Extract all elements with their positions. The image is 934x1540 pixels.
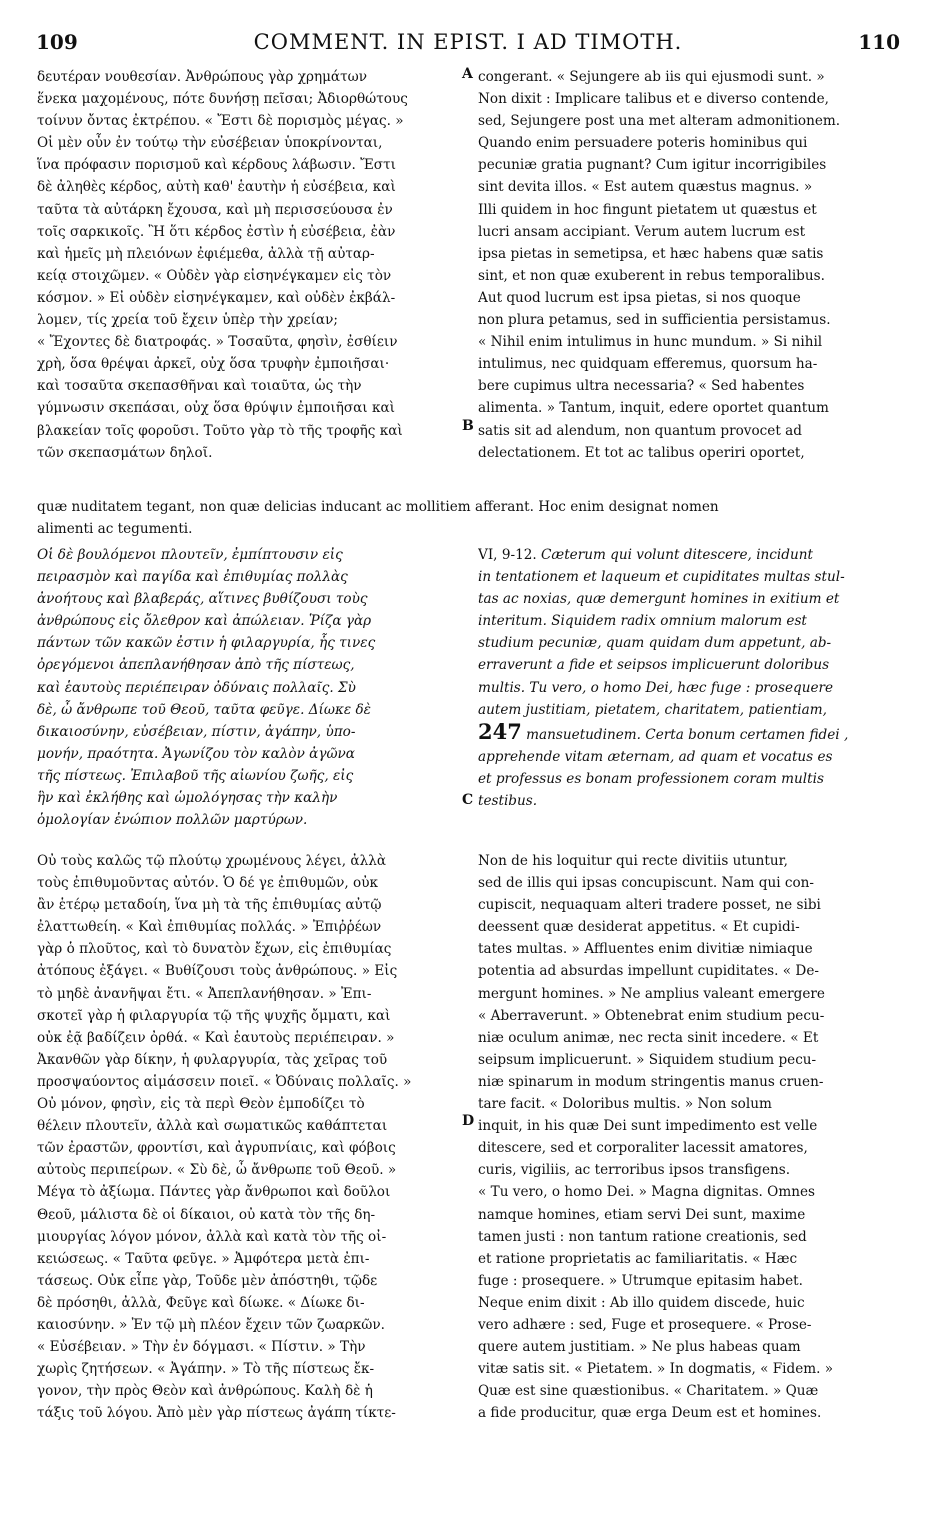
greek-commentary-line: ἀτόπους ἐξάγει. « Βυθίζουσι τοὺς ἀνθρώπους. » Εἰς	[37, 963, 398, 980]
page-number-left: 109	[36, 30, 78, 54]
latin-line: Quando enim persuadere poteris hominibus qui	[478, 135, 808, 152]
greek-line: δὲ ἀληθὲς κέρδος, αὐτὴ καθ' ἑαυτὴν ἡ εὐσέβεια, καὶ	[37, 179, 396, 196]
greek-line: δευτέραν νουθεσίαν. Ἀνθρώπους γὰρ χρημάτων	[37, 69, 367, 85]
greek-scripture-line: ὁμολογίαν ἐνώπιον πολλῶν μαρτύρων.	[37, 812, 308, 829]
running-header	[36, 30, 900, 60]
greek-commentary-line: « Εὐσέβειαν. » Τὴν ἐν δόγμασι. « Πίστιν. » Τὴν	[37, 1339, 366, 1356]
greek-commentary-line: μιουργίας λόγον μόνον, ἀλλὰ καὶ κατὰ τὸν τῆς οἰ-	[37, 1228, 387, 1245]
latin-scripture-line: et professus es bonam professionem coram multis	[478, 770, 824, 787]
latin-scripture-line: testibus.	[478, 793, 538, 810]
latin-commentary-line: « Aberraverunt. » Obtenebrat enim studium pecu-	[478, 1007, 825, 1024]
latin-scripture-lines	[478, 566, 898, 721]
greek-commentary-line: ἐλαττωθείη. « Καὶ ἐπιθυμίας πολλάς. » Ἐπιῤῥέων	[37, 919, 382, 936]
greek-scripture-line: ὀρεγόμενοι ἀπεπλανήθησαν ἀπὸ τῆς πίστεως,	[37, 657, 355, 674]
greek-commentary-line: κειώσεως. « Ταῦτα φεῦγε. » Ἀμφότερα μετὰ ἐπι-	[37, 1250, 370, 1267]
greek-line: τοῖς σαρκικοῖς. Ἢ ὅτι κέρδος ἐστὶν ἡ εὐσέβεια, ἐὰν	[37, 223, 396, 240]
margin-letter-d: D	[462, 1113, 475, 1129]
latin-line: Aut quod lucrum est ipsa pietas, si nos quoque	[478, 289, 801, 306]
greek-scripture-line: ἀνοήτους καὶ βλαβεράς, αἵτινες βυθίζουσι τοὺς	[37, 591, 368, 608]
greek-scripture-line: μονήν, πραότητα. Ἀγωνίζου τὸν καλὸν ἀγῶνα	[37, 745, 355, 762]
greek-commentary-line: γὰρ ὁ πλοῦτος, καὶ τὸ δυνατὸν ἔχων, εἰς ἐπιθυμίας	[37, 941, 392, 958]
latin-scripture-line: erraverunt a fide et seipsos implicuerunt doloribus	[478, 657, 830, 674]
latin-commentary-line: niæ spinarum in modum stringentis manus cruen-	[478, 1073, 824, 1090]
greek-line: λομεν, τίς χρεία τοῦ ἔχειν ὑπὲρ τὴν χρείαν;	[37, 312, 338, 329]
greek-line: βλακείαν τοῖς φοροῦσι. Τοῦτο γὰρ τὸ τῆς τροφῆς καὶ	[37, 422, 403, 439]
latin-commentary-line: potentia ad absurdas impellunt cupiditates. « De-	[478, 963, 819, 980]
greek-commentary-line: Οὐ μόνον, φησὶν, εἰς τὰ περὶ Θεὸν ἐμποδίζει τὸ	[37, 1096, 365, 1113]
greek-line: κόσμον. » Εἰ οὐδὲν εἰσηνέγκαμεν, καὶ οὐδὲν ἐκβάλ-	[37, 289, 396, 306]
latin-line: Non dixit : Implicare talibus et e diverso contende,	[478, 91, 829, 108]
latin-commentary-line: seipsum implicuerunt. » Siquidem studium pecu-	[478, 1051, 817, 1068]
greek-commentary-section-3	[37, 850, 462, 1424]
greek-commentary-line: γονον, τὴν πρὸς Θεὸν καὶ ἀνθρώπους. Καλὴ δὲ ἡ	[37, 1383, 373, 1400]
latin-line: Illi quidem in hoc fingunt pietatem ut quæstus et	[478, 201, 817, 218]
full-width-latin-lines	[37, 496, 897, 540]
latin-line: alimenta. » Tantum, inquit, edere oportet quantum	[478, 400, 829, 417]
greek-commentary-line: τῶν ἐραστῶν, φροντίσι, καὶ ἀγρυπνίαις, καὶ φόβοις	[37, 1140, 396, 1157]
latin-commentary-line: cupiscit, nequaquam alteri tradere posset, ne sibi	[478, 897, 821, 914]
latin-commentary-line: Neque enim dixit : Ab illo quidem discede, huic	[478, 1294, 805, 1311]
latin-commentary-line: namque homines, etiam servi Dei sunt, maxime	[478, 1206, 806, 1223]
greek-line: καὶ ἡμεῖς μὴ πλειόνων ἐφιέμεθα, ἀλλὰ τῇ αὐταρ-	[37, 245, 375, 262]
latin-scripture-line: autem justitiam, pietatem, charitatem, patientiam,	[478, 701, 827, 718]
greek-scripture-line: ἣν καὶ ἐκλήθης καὶ ὡμολόγησας τὴν καλὴν	[37, 790, 338, 807]
latin-line: satis sit ad alendum, non quantum provocet ad	[478, 422, 802, 439]
greek-commentary-line: αὐτοὺς περιπείρων. « Σὺ δὲ, ὦ ἄνθρωπε τοῦ Θεοῦ. »	[37, 1162, 397, 1179]
margin-letter-a: A	[462, 66, 473, 82]
greek-commentary-line: ἂν ἑτέρῳ μεταδοίη, ἵνα μὴ τὰ τῆς ἐπιθυμίας αὐτῷ	[37, 897, 382, 914]
latin-commentary-line: curis, vigiliis, ac terroribus ipsos transfigens.	[478, 1162, 791, 1179]
latin-column-section-1	[478, 66, 898, 464]
greek-column-section-1	[37, 66, 462, 464]
greek-commentary-line: τάσεως. Οὐκ εἶπε γὰρ, Τοῦδε μὲν ἀπόστηθι, τῷδε	[37, 1272, 378, 1289]
latin-commentary-line: et ratione proprietatis ac familiaritatis. « Hæc	[478, 1250, 798, 1267]
latin-commentary-line: Non de his loquitur qui recte divitiis utuntur,	[478, 853, 788, 869]
latin-line: ipsa pietas in semetipsa, et hæc habens quæ satis	[478, 245, 824, 262]
latin-line: congerant. « Sejungere ab iis qui ejusmodi sunt. »	[478, 69, 825, 85]
greek-commentary-line: καιοσύνην. » Ἐν τῷ μὴ πλέον ἔχειν τῶν ζωαρκῶν.	[37, 1316, 385, 1333]
latin-commentary-line: sed de illis qui ipsas concupiscunt. Nam qui con-	[478, 875, 815, 892]
latin-scripture-line: tas ac noxias, quæ demergunt homines in exitium et	[478, 591, 840, 608]
latin-scripture-line: studium pecuniæ, quam quidam dum appetunt, ab-	[478, 635, 832, 652]
greek-commentary-line: σκοτεῖ γὰρ ἡ φιλαργυρία τῷ τῆς ψυχῆς ὄμματι, καὶ	[37, 1007, 391, 1024]
latin-line: intulimus, nec quidquam efferemus, quorsum ha-	[478, 356, 818, 373]
greek-scripture-line: πειρασμὸν καὶ παγίδα καὶ ἐπιθυμίας πολλὰς	[37, 569, 348, 586]
latin-scripture-line: apprehende vitam æternam, ad quam et vocatus es	[478, 748, 833, 765]
greek-line: ἵνα πρόφασιν πορισμοῦ καὶ κέρδους λάβωσιν. Ἔστι	[37, 157, 396, 174]
greek-scripture-line: Οἱ δὲ βουλόμενοι πλουτεῖν, ἐμπίπτουσιν εἰς	[37, 547, 343, 563]
latin-line: non plura petamus, sed in sufficientia persistamus.	[478, 312, 831, 329]
greek-scripture-line: καὶ ἑαυτοὺς περιέπειραν ὀδύναις πολλαῖς. Σὺ	[37, 679, 356, 696]
latin-commentary-line: « Tu vero, o homo Dei. » Magna dignitas. Omnes	[478, 1184, 815, 1201]
greek-commentary-line: οὐκ ἐᾷ βαδίζειν ὀρθά. « Καὶ ἑαυτοὺς περιέπειραν. »	[37, 1029, 395, 1046]
full-width-line: quæ nuditatem tegant, non quæ delicias inducant ac mollitiem afferant. Hoc enim designat nomen	[37, 499, 719, 515]
greek-scripture-line: δικαιοσύνην, εὐσέβειαν, πίστιν, ἀγάπην, ὑπο-	[37, 723, 356, 740]
greek-commentary-line: θέλειν πλουτεῖν, ἀλλὰ καὶ σωματικῶς καθάπτεται	[37, 1118, 388, 1135]
full-width-line: alimenti ac tegumenti.	[37, 521, 193, 537]
greek-commentary-line: προσψαύοντος αἱμάσσειν ποιεῖ. « Ὀδύναις πολλαῖς. »	[37, 1073, 412, 1090]
greek-scripture-line: τῆς πίστεως. Ἐπιλαβοῦ τῆς αἰωνίου ζωῆς, εἰς	[37, 767, 354, 784]
latin-commentary-line: tates multas. » Affluentes enim divitiæ nimiaque	[478, 941, 813, 958]
greek-scripture-line: ἀνθρώπους εἰς ὄλεθρον καὶ ἀπώλειαν. Ῥίζα γὰρ	[37, 613, 372, 630]
latin-commentary-line: inquit, in his quæ Dei sunt impedimento est velle	[478, 1118, 818, 1135]
latin-commentary-line: quere autem justitiam. » Ne plus habeas quam	[478, 1339, 801, 1356]
greek-scripture-section-2	[37, 544, 462, 831]
verse-reference: VI, 9-12.	[478, 547, 537, 563]
latin-line: sint, et non quæ exuberent in rebus temporalibus.	[478, 267, 825, 284]
greek-line: τοίνυν ὄντας ἐκτρέπου. « Ἔστι δὲ πορισμὸς μέγας. »	[37, 113, 404, 130]
greek-scripture-line: δὲ, ὦ ἄνθρωπε τοῦ Θεοῦ, ταῦτα φεῦγε. Δίωκε δὲ	[37, 701, 371, 718]
latin-line: delectationem. Et tot ac talibus operiri oportet,	[478, 444, 805, 461]
greek-line: κείᾳ στοιχῶμεν. « Οὐδὲν γὰρ εἰσηνέγκαμεν εἰς τὸν	[37, 267, 392, 284]
greek-commentary-line: τάξις τοῦ λόγου. Ἀπὸ μὲν γὰρ πίστεως ἀγάπη τίκτε-	[37, 1405, 396, 1422]
latin-commentary-line: fuge : prosequere. » Utrumque epitasim habet.	[478, 1272, 803, 1289]
greek-line: καὶ τοσαῦτα σκεπασθῆναι καὶ τοιαῦτα, ὡς τὴν	[37, 378, 362, 395]
latin-line: « Nihil enim intulimus in hunc mundum. » Si nihil	[478, 334, 823, 351]
latin-commentary-line: tare facit. « Doloribus multis. » Non solum	[478, 1096, 772, 1113]
latin-commentary-section-3	[478, 850, 898, 1424]
latin-commentary-line: a fide producitur, quæ erga Deum est et homines.	[478, 1405, 822, 1422]
latin-line: pecuniæ gratia pugnant? Cum igitur incorrigibiles	[478, 157, 827, 174]
greek-line: « Ἔχοντες δὲ διατροφάς. » Τοσαῦτα, φησὶν, ἐσθίειν	[37, 334, 398, 351]
greek-scripture-line: πάντων τῶν κακῶν ἐστιν ἡ φιλαργυρία, ἧς τινες	[37, 635, 376, 652]
greek-commentary-line: Θεοῦ, μάλιστα δὲ οἱ δίκαιοι, οὐ κατὰ τὸν τῆς δη-	[37, 1206, 376, 1223]
greek-line: Οἱ μὲν οὖν ἐν τούτῳ τὴν εὐσέβειαν ὑποκρίνονται,	[37, 135, 383, 152]
latin-commentary-line: tamen justi : non tantum ratione creationis, sed	[478, 1228, 807, 1245]
latin-scripture-line: in tentationem et laqueum et cupiditates multas stul-	[478, 569, 845, 586]
latin-scripture-line: multis. Tu vero, o homo Dei, hæc fuge : prosequere	[478, 679, 834, 696]
latin-commentary-line: deessent quæ desiderat appetitus. « Et cupidi-	[478, 919, 800, 936]
latin-commentary-line: Quæ est sine quæstionibus. « Charitatem. » Quæ	[478, 1383, 819, 1400]
latin-commentary-line: mergunt homines. » Ne amplius valeant emergere	[478, 985, 825, 1002]
margin-letter-b: B	[462, 418, 474, 434]
greek-commentary-line: τοὺς ἐπιθυμοῦντας αὐτόν. Ὁ δέ γε ἐπιθυμῶν, οὐκ	[37, 875, 378, 892]
latin-line: sint devita illos. « Est autem quæstus magnus. »	[478, 179, 813, 196]
margin-letter-c: C	[462, 792, 474, 808]
latin-scripture-247-line	[478, 721, 898, 746]
latin-line: lucri ansam accipiant. Verum autem lucrum est	[478, 223, 806, 240]
latin-scripture-tail	[478, 746, 898, 812]
latin-scripture-section-2	[478, 544, 898, 812]
latin-line: sed, Sejungere post una met alteram admonitionem.	[478, 113, 841, 130]
greek-line: ταῦτα τὰ αὐτάρκη ἔχουσα, καὶ μὴ περισσεύουσα ἐν	[37, 201, 393, 218]
latin-commentary-line: niæ oculum animæ, nec recta sinit incedere. « Et	[478, 1029, 819, 1046]
latin-scripture-247-text: mansuetudinem. Certa bonum certamen fidei ,	[526, 726, 849, 743]
greek-commentary-line: δὲ πρόσηθι, ἀλλὰ, Φεῦγε καὶ δίωκε. « Δίωκε δι-	[37, 1294, 365, 1311]
greek-commentary-line: Μέγα τὸ ἀξίωμα. Πάντες γὰρ ἄνθρωποι καὶ δοῦλοι	[37, 1184, 391, 1201]
page-number-right: 110	[858, 30, 900, 54]
greek-line: γύμνωσιν σκεπάσαι, οὐχ ὅσα θρύψιν ἐμποιῆσαι καὶ	[37, 400, 395, 417]
greek-commentary-line: χωρὶς ζητήσεων. « Ἀγάπην. » Τὸ τῆς πίστεως ἔκ-	[37, 1361, 375, 1378]
latin-commentary-line: ditescere, sed et corporaliter lacessit amatores,	[478, 1140, 808, 1157]
greek-line: χρὴ, ὅσα θρέψαι ἀρκεῖ, οὐχ ὅσα τρυφὴν ἐμποιῆσαι·	[37, 356, 390, 373]
latin-scripture-first-line-text: Cæterum qui volunt ditescere, incidunt	[541, 547, 813, 563]
greek-commentary-line: τὸ μηδὲ ἀνανῆψαι ἔτι. « Ἀπεπλανήθησαν. » Ἐπι-	[37, 985, 372, 1002]
latin-line: bere cupimus ultra necessaria? « Sed habentes	[478, 378, 805, 395]
latin-scripture-first-line	[478, 544, 898, 566]
running-title: COMMENT. IN EPIST. I AD TIMOTH.	[253, 30, 683, 54]
column-number-247: 247	[478, 720, 522, 744]
greek-line: ἕνεκα μαχομένους, πότε δυνήσῃ πεῖσαι; Ἀδιορθώτους	[37, 91, 408, 108]
greek-line: τῶν σκεπασμάτων δηλοῖ.	[37, 444, 213, 461]
greek-commentary-line: Ἀκανθῶν γὰρ δίκην, ἡ φυλαργυρία, τὰς χεῖρας τοῦ	[37, 1051, 388, 1068]
greek-commentary-line: Οὐ τοὺς καλῶς τῷ πλούτῳ χρωμένους λέγει, ἀλλὰ	[37, 853, 387, 869]
latin-commentary-line: vitæ satis sit. « Pietatem. » In dogmatis, « Fidem. »	[478, 1361, 834, 1378]
latin-commentary-line: vero adhære : sed, Fuge et prosequere. « Prose-	[478, 1316, 812, 1333]
latin-scripture-line: interitum. Siquidem radix omnium malorum est	[478, 613, 807, 630]
